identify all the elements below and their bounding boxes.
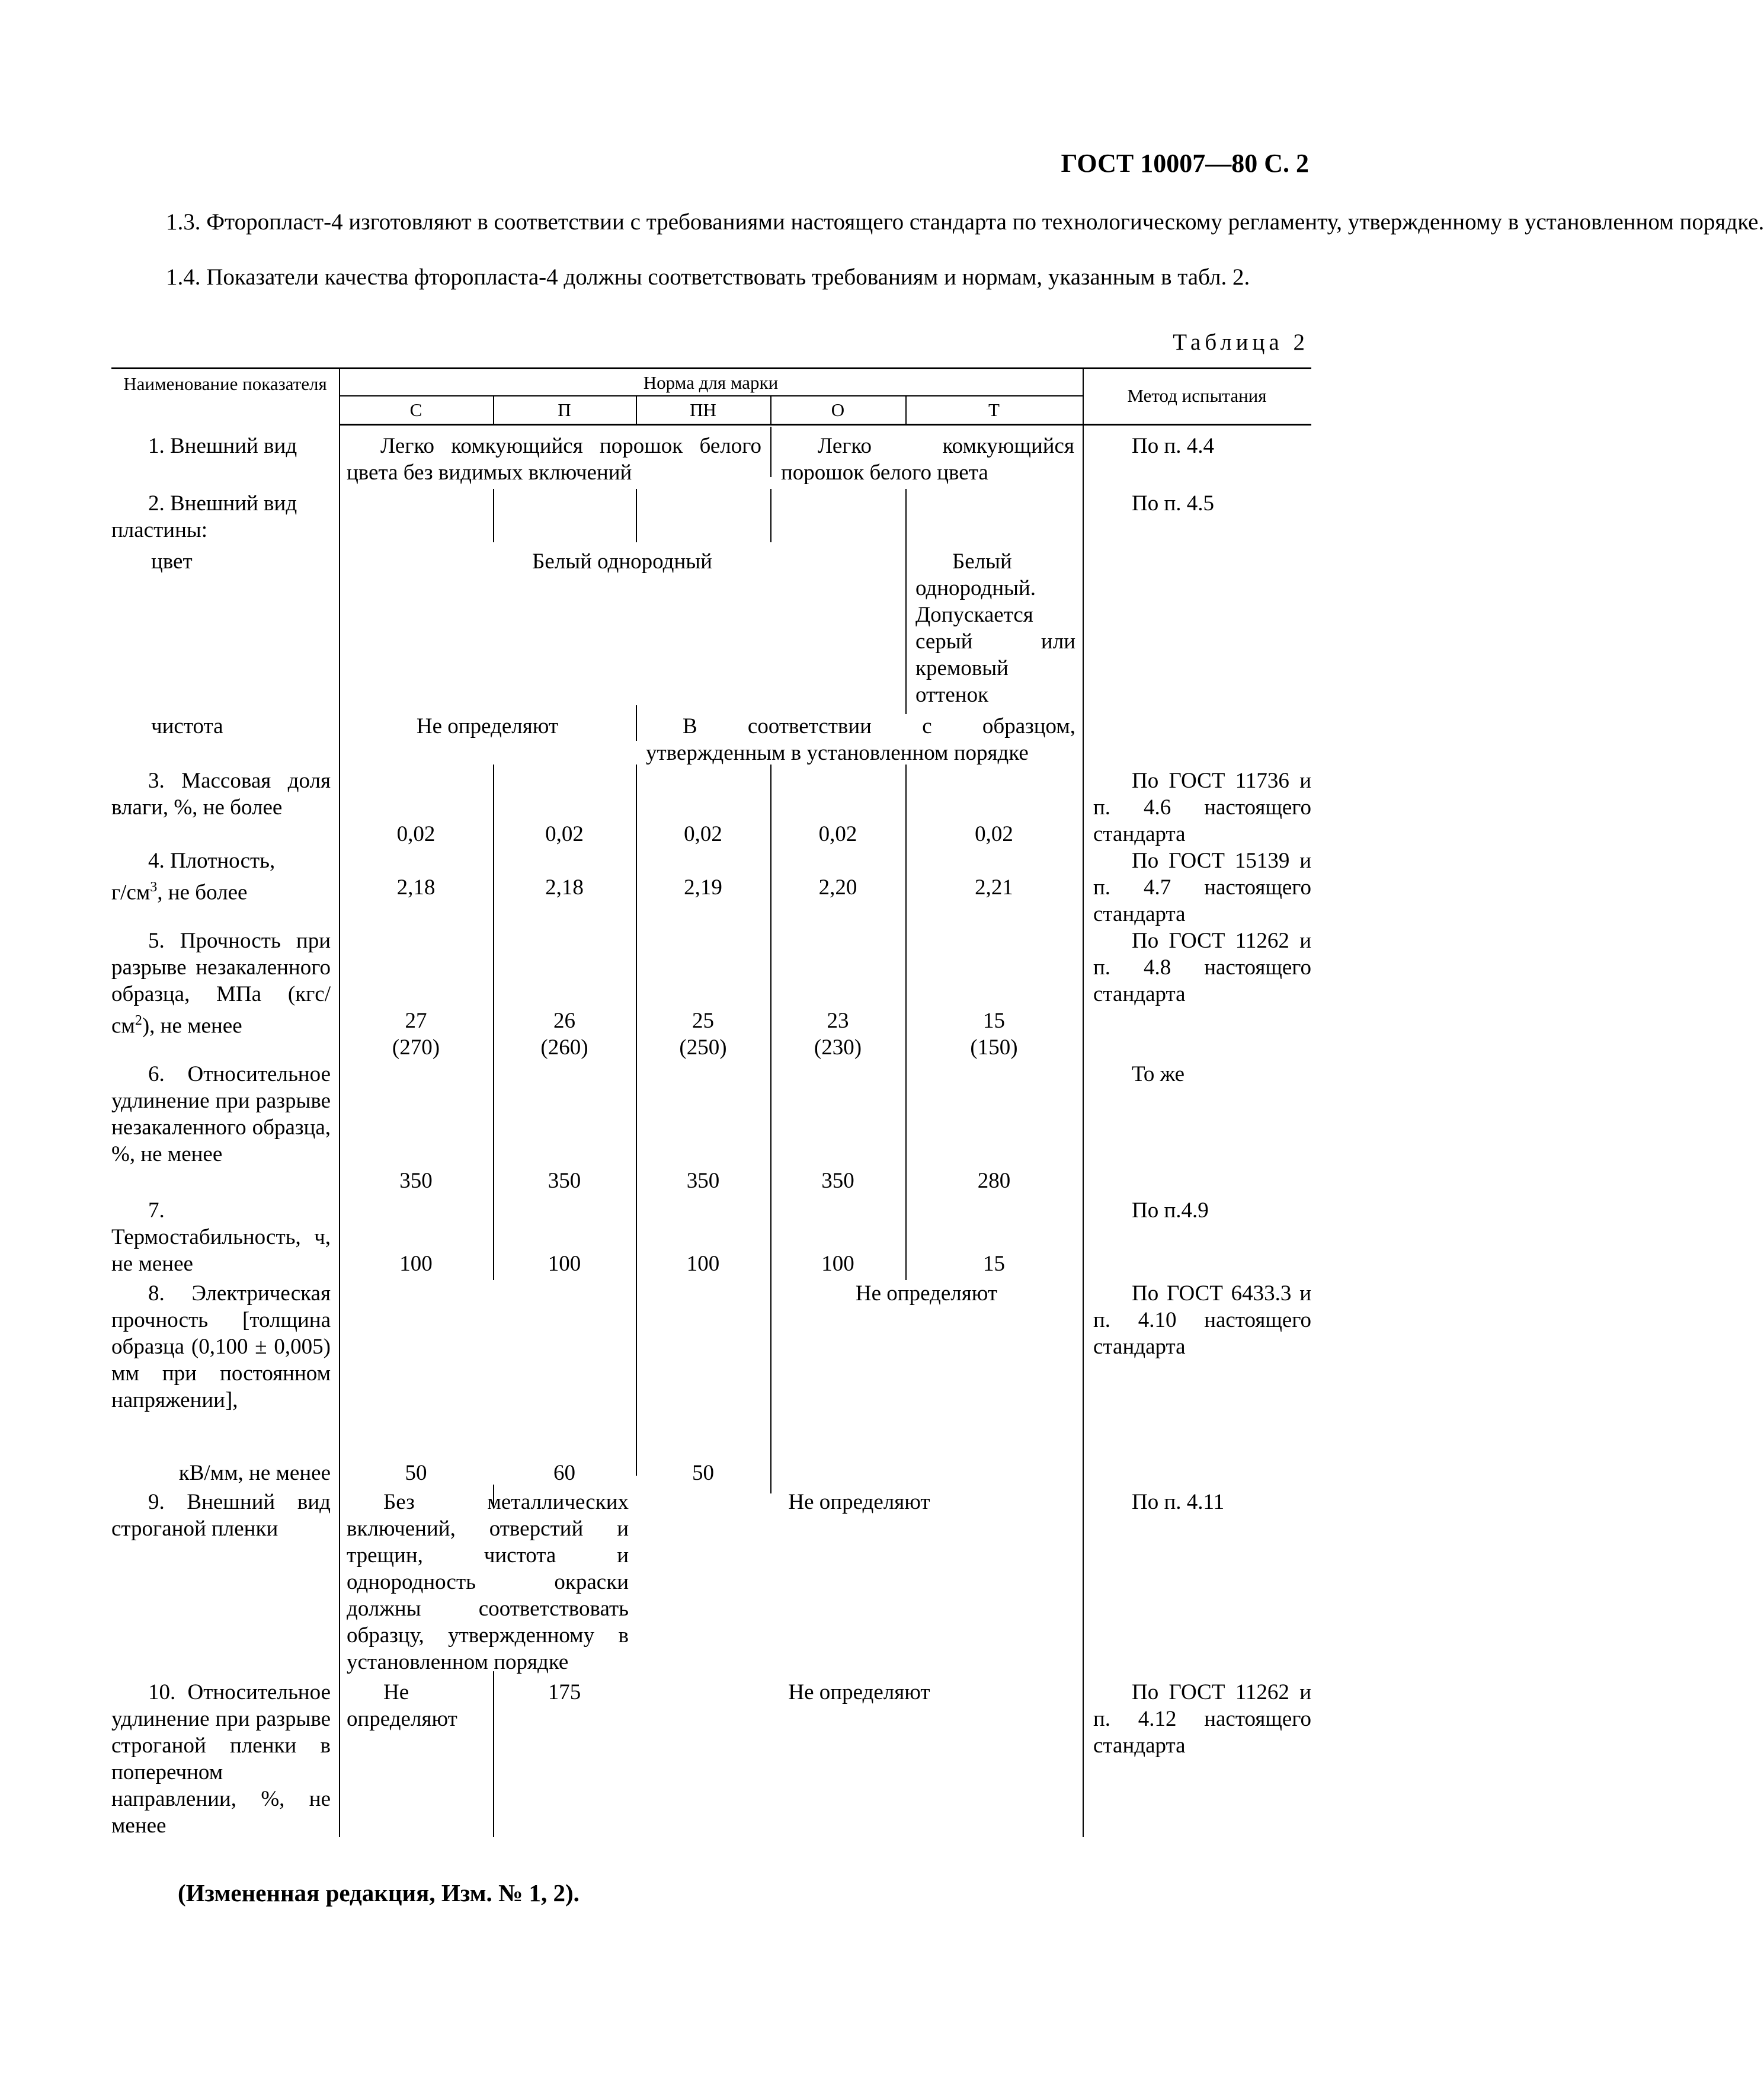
row-2-purity-b: В соответствии с образцом, утвержденным в установленном порядке <box>646 714 1075 765</box>
row-5-value: 15 (150) <box>970 1009 1018 1060</box>
row-5-value: 23 (230) <box>814 1009 862 1060</box>
row-4-value: 2,19 <box>684 875 722 900</box>
row-7-value: 15 <box>983 1252 1005 1276</box>
row-6-value: 350 <box>548 1169 581 1193</box>
row-7-value: 100 <box>821 1252 854 1276</box>
row-3-value: 0,02 <box>545 822 584 846</box>
head-grade: С <box>409 399 422 420</box>
col-divider <box>905 489 907 714</box>
row-6-method: То же <box>1132 1062 1185 1086</box>
row-7-method: По п.4.9 <box>1132 1198 1209 1223</box>
head-norm: Норма для марки <box>643 372 779 393</box>
row-5-value: 27 (270) <box>392 1009 440 1060</box>
row-2-color-t: Белый однородный. Допускается серый или кремовый оттенок <box>915 549 1075 707</box>
row-5-value: 26 (260) <box>540 1009 588 1060</box>
row-3-method: По ГОСТ 11736 и п. 4.6 настоящего стандарта <box>1093 769 1311 846</box>
row-8-value: 50 <box>692 1461 714 1485</box>
head-grade: П <box>558 399 571 420</box>
row-3-name: 3. Массовая доля влаги, %, не более <box>111 769 331 820</box>
page-header: ГОСТ 10007—80 С. 2 <box>1061 149 1309 178</box>
row-9-note: Не определяют <box>788 1490 930 1514</box>
row-10-grade-p: 175 <box>548 1680 581 1704</box>
col-divider <box>636 489 637 542</box>
row-6-value: 350 <box>686 1169 720 1193</box>
row-8-name: 8. Электрическая прочность [толщина образца (0,100 ± 0,005) мм при постоянном напряжении], <box>111 1281 331 1412</box>
row-2-name: 2. Внешний вид пластины: <box>111 491 297 542</box>
row-3-value: 0,02 <box>818 822 857 846</box>
head-grade: Т <box>988 399 1000 420</box>
row-5-name: 5. Прочность при разрыве незакаленного образца, МПа $(кгс/см^2)$, не менее <box>111 929 331 1038</box>
row-8-method: По ГОСТ 6433.3 и п. 4.10 настоящего стандарта <box>1093 1281 1311 1359</box>
row-6-name: 6. Относительное удлинение при разрыве незакаленного образца, %, не менее <box>111 1062 331 1166</box>
head-method: Метод испытания <box>1127 385 1267 406</box>
row-4-value: 2,18 <box>545 875 584 900</box>
head-name: Наименование показателя <box>123 373 327 394</box>
row-6-value: 350 <box>399 1169 433 1193</box>
row-3-value: 0,02 <box>396 822 436 846</box>
row-5-value: 25 (250) <box>679 1009 727 1060</box>
row-6-value: 280 <box>977 1169 1011 1193</box>
row-1-method: По п. 4.4 <box>1132 434 1215 458</box>
head-grade: О <box>831 399 845 420</box>
col-divider <box>770 1304 771 1493</box>
col-divider-name <box>339 367 340 1837</box>
row-3-value: 0,02 <box>684 822 722 846</box>
header-bottom-rule <box>339 424 1311 426</box>
row-6-value: 350 <box>821 1169 854 1193</box>
col-divider <box>770 427 771 477</box>
row-8-note: Не определяют <box>855 1281 998 1306</box>
row-1-grades-spn: Легко комкующийся порошок белого цвета без видимых включений <box>347 434 761 485</box>
row-4-value: 2,21 <box>975 875 1013 900</box>
row-4-method: По ГОСТ 15139 и п. 4.7 настоящего стандарта <box>1093 849 1311 926</box>
norm-rule <box>339 395 1083 396</box>
col-divider-method <box>1083 367 1084 1837</box>
row-2-purity-a: Не определяют <box>416 714 559 738</box>
row-2-color-label: цвет <box>151 549 193 574</box>
col-divider <box>636 705 637 741</box>
row-3-value: 0,02 <box>975 822 1013 846</box>
row-8-unit: кВ/мм, не менее <box>178 1461 331 1485</box>
row-9-grades-sp: Без металлических включений, отверстий и трещин, чистота и однородность окраски должны соответствовать образцу, утвержденному в установленном порядке <box>347 1490 629 1674</box>
row-9-method: По п. 4.11 <box>1132 1490 1225 1514</box>
row-10-note: Не определяют <box>788 1680 930 1704</box>
col-divider <box>770 489 771 542</box>
table-top-rule <box>111 367 1311 369</box>
row-2-color-value: Белый однородный <box>532 549 712 574</box>
row-7-value: 100 <box>686 1252 720 1276</box>
row-4-name: 4. Плотность, $г/см^3$, не более <box>111 849 276 905</box>
col-divider <box>493 489 494 542</box>
head-grade: ПН <box>690 399 716 420</box>
row-2-method: По п. 4.5 <box>1132 491 1215 516</box>
row-10-grade-s: Не определяют <box>347 1680 457 1731</box>
row-5-method: По ГОСТ 11262 и п. 4.8 настоящего стандарта <box>1093 929 1311 1006</box>
row-1-grades-ot: Легко комкующийся порошок белого цвета <box>781 434 1074 485</box>
row-7-value: 100 <box>548 1252 581 1276</box>
row-7-value: 100 <box>399 1252 433 1276</box>
row-2-purity-label: чистота <box>151 714 223 738</box>
row-1-name: 1. Внешний вид <box>148 434 297 458</box>
row-10-name: 10. Относительное удлинение при разрыве строганой пленки в поперечном направлении, %, не менее <box>111 1680 331 1838</box>
row-7-name: 7. Термостабильность, ч, не менее <box>111 1198 331 1276</box>
col-divider <box>636 765 637 1476</box>
row-8-value: 60 <box>553 1461 575 1485</box>
table-caption: Таблица 2 <box>1173 330 1309 355</box>
row-9-name: 9. Внешний вид строганой пленки <box>111 1490 331 1541</box>
paragraph-1-4: 1.4. Показатели качества фторопласта-4 должны соответствовать требованиям и нормам, указанным в табл. 2. <box>166 264 1250 290</box>
row-4-value: 2,20 <box>818 875 857 900</box>
amendment-note: (Измененная редакция, Изм. № 1, 2). <box>178 1879 580 1907</box>
row-10-method: По ГОСТ 11262 и п. 4.12 настоящего стандарта <box>1093 1680 1311 1758</box>
paragraph-1-3: 1.3. Фторопласт-4 изготовляют в соответствии с требованиями настоящего стандарта по технологическому регламенту, утвержденному в установленном порядке. <box>166 209 1764 235</box>
row-8-value: 50 <box>405 1461 427 1485</box>
row-4-value: 2,18 <box>396 875 436 900</box>
